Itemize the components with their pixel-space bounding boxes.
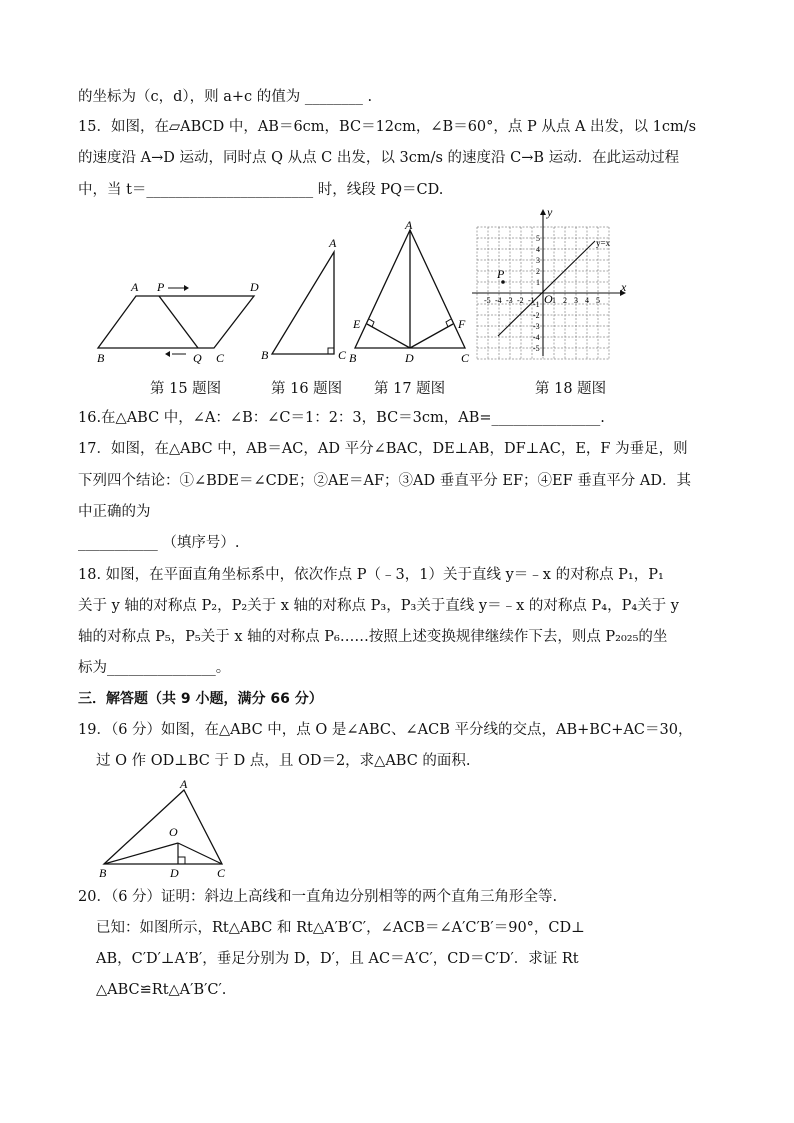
- q16-line: 16.在△ABC 中，∠A：∠B：∠C＝1：2：3，BC＝3cm，AB=_______________.: [78, 410, 605, 426]
- q18-line-1: 18. 如图，在平面直角坐标系中，依次作点 P（﹣3，1）关于直线 y＝﹣x 的对称点 P₁，P₁: [78, 567, 664, 583]
- q20-line-4: △ABC≌Rt△A′B′C′.: [96, 982, 227, 998]
- caption-fig17: 第 17 题图: [374, 381, 446, 397]
- fig16-label-b: B: [261, 348, 269, 362]
- fig19-label-d: D: [170, 866, 179, 880]
- q15-line-1: 15．如图，在▱ABCD 中，AB＝6cm，BC＝12cm，∠B＝60°，点 P 从点 A 出发，以 1cm/s: [78, 119, 697, 135]
- q17-line-1: 17．如图，在△ABC 中，AB＝AC，AD 平分∠BAC，DE⊥AB，DF⊥AC，E，F 为垂足，则: [78, 441, 688, 457]
- fig18-x-tick: -4: [495, 296, 502, 305]
- fig17-label-b: B: [349, 351, 357, 365]
- fig18-y-tick: 3: [536, 256, 540, 265]
- q15-line-3: 中，当 t＝_______________________ 时，线段 PQ＝CD.: [78, 182, 444, 198]
- fig15-label-a: A: [131, 280, 139, 294]
- q15-line-2: 的速度沿 A→D 运动，同时点 Q 从点 C 出发，以 3cm/s 的速度沿 C→B 运动．在此运动过程: [78, 150, 680, 166]
- fig18-x-tick: -2: [517, 296, 524, 305]
- q20-line-1: 20．（6 分）证明：斜边上高线和一直角边分别相等的两个直角三角形全等.: [78, 889, 558, 905]
- fig18-x-tick: 5: [596, 296, 600, 305]
- q19-line-2: 过 O 作 OD⊥BC 于 D 点，且 OD＝2，求△ABC 的面积.: [96, 753, 471, 769]
- fig18-y-tick: 5: [536, 234, 540, 243]
- fig17-label-a: A: [405, 218, 413, 232]
- q18-line-3: 轴的对称点 P₅，P₅关于 x 轴的对称点 P₆……按照上述变换规律继续作下去，则点 P₂₀₂₅的坐: [78, 629, 668, 645]
- fig17-label-f: F: [458, 317, 466, 331]
- fig18-x-tick: 2: [563, 296, 567, 305]
- figure-16: [258, 234, 358, 364]
- q17-line-2: 下列四个结论：①∠BDE＝∠CDE；②AE＝AF；③AD 垂直平分 EF；④EF 垂直平分 AD．其: [78, 473, 691, 489]
- section-heading: 三．解答题（共 9 小题，满分 66 分）: [78, 691, 323, 707]
- fig18-point-label: P: [497, 267, 505, 281]
- fig15-label-q: Q: [193, 351, 202, 365]
- figure-17: [345, 218, 475, 368]
- fig18-x-tick: 1: [552, 296, 556, 305]
- fig17-label-d: D: [405, 351, 414, 365]
- fig18-y-label: y: [547, 208, 553, 219]
- fig17-label-e: E: [353, 317, 361, 331]
- q19-line-1: 19．（6 分）如图，在△ABC 中，点 O 是∠ABC、∠ACB 平分线的交点，AB+BC+AC＝30，: [78, 722, 693, 738]
- q17-line-4: ___________ （填序号）.: [78, 535, 240, 551]
- fig18-y-tick: 1: [536, 278, 540, 287]
- fig18-x-tick: 3: [574, 296, 578, 305]
- caption-fig15: 第 15 题图: [150, 381, 222, 397]
- fig19-label-b: B: [99, 866, 107, 880]
- fig18-x-tick: -5: [484, 296, 491, 305]
- fig19-label-a: A: [180, 777, 188, 791]
- fig15-label-p: P: [157, 280, 165, 294]
- fig18-x-tick: -1: [528, 296, 535, 305]
- caption-fig16: 第 16 题图: [271, 381, 343, 397]
- fig18-origin: O: [544, 292, 553, 306]
- figure-15: [94, 278, 270, 366]
- fig18-y-tick: -2: [533, 311, 540, 320]
- caption-fig18: 第 18 题图: [535, 381, 607, 397]
- fig18-y-tick: 4: [536, 245, 540, 254]
- q18-line-2: 关于 y 轴的对称点 P₂，P₂关于 x 轴的对称点 P₃，P₃关于直线 y＝﹣x 的对称点 P₄，P₄关于 y: [78, 598, 679, 614]
- fig16-label-a: A: [329, 236, 337, 250]
- fig16-label-c: C: [338, 348, 347, 362]
- fig18-y-tick: -4: [533, 333, 540, 342]
- fig15-label-c: C: [216, 351, 225, 365]
- fig18-y-tick: -3: [533, 322, 540, 331]
- fig18-y-tick: -5: [533, 344, 540, 353]
- fig15-label-d: D: [250, 280, 259, 294]
- fig18-y-tick: 2: [536, 267, 540, 276]
- fig15-label-b: B: [97, 351, 105, 365]
- fig18-x-tick: 4: [585, 296, 589, 305]
- figure-18: [470, 208, 635, 363]
- text-line-1: 的坐标为（c，d），则 a+c 的值为 ________ .: [78, 89, 373, 105]
- q20-line-3: AB，C′D′⊥A′B′，垂足分别为 D，D′，且 AC＝A′C′，CD＝C′D′．求证 Rt: [96, 951, 579, 967]
- q17-line-3: 中正确的为: [78, 504, 151, 520]
- fig18-y-tick: -1: [533, 300, 540, 309]
- fig18-x-tick: -3: [506, 296, 513, 305]
- fig18-x-label: x: [621, 280, 627, 294]
- fig19-label-c: C: [217, 866, 226, 880]
- figure-19: [94, 776, 234, 880]
- q20-line-2: 已知：如图所示，Rt△ABC 和 Rt△A′B′C′，∠ACB＝∠A′C′B′＝90°，CD⊥: [96, 920, 585, 936]
- fig19-label-o: O: [169, 825, 178, 839]
- fig17-label-c: C: [461, 351, 470, 365]
- q18-line-4: 标为_______________。: [78, 660, 231, 676]
- fig18-line-label: y=x: [596, 238, 611, 248]
